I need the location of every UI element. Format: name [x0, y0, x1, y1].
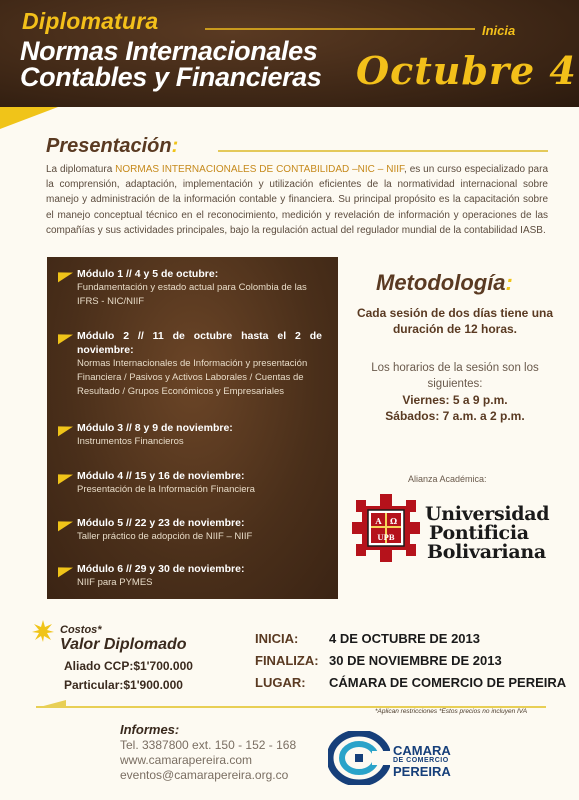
- upb-name: [425, 505, 549, 562]
- module-item: [47, 267, 338, 309]
- dates-block: [255, 628, 566, 694]
- upb-crest-letter-a: A: [375, 516, 382, 526]
- informes-email[interactable]: eventos@camarapereira.org.co: [120, 768, 289, 782]
- modules-box: [47, 257, 338, 599]
- corner-decoration: [0, 107, 58, 129]
- module-heading: Módulo 4 // 15 y 16 de noviembre:: [77, 470, 245, 482]
- module-description: NIIF para PYMES: [77, 577, 153, 588]
- upb-crest-letter-omega: Ω: [389, 516, 398, 526]
- presentacion-text-highlight: NORMAS INTERNACIONALES DE CONTABILIDAD –NIC – NIIF: [115, 164, 405, 175]
- presentacion-text-post: , es un curso especializado para la comprensión, adaptación, implementación y utilización eficientes de la normatividad internacional sobre manejo y administración de la información contable y financiera. Su principal propósito es la capacitación sobre el manejo conceptual técnico en el reconocimiento, medición y revelación de información y operaciones de las compañías y sus actividades principales, bajo la regulación actual del regulador mundial de la contabilidad IASB.: [46, 164, 549, 236]
- metodologia-colon: :: [505, 270, 513, 295]
- informes-phone: Tel. 3387800 ext. 150 - 152 - 168: [120, 738, 297, 752]
- restrictions-note: *Aplican restricciones *Estos precios no incluyen IVA: [375, 708, 528, 715]
- metodologia-duration: Cada sesión de dos días tiene una duración de 12 horas.: [356, 306, 554, 336]
- inicia-label: INICIA:: [255, 631, 299, 646]
- prices: [64, 657, 193, 695]
- ccp-logo-icon: [328, 731, 390, 785]
- schedule-friday: Viernes: 5 a 9 p.m.: [402, 393, 508, 407]
- presentacion-title: [46, 135, 178, 158]
- costos-label: Costos*: [60, 624, 102, 636]
- module-heading: Módulo 6 // 29 y 30 de noviembre:: [77, 563, 245, 575]
- informes-website[interactable]: www.camarapereira.com: [120, 753, 253, 767]
- module-description: Fundamentación y estado actual para Colombia de las IFRS - NIC/NIIF: [77, 282, 307, 307]
- header-title-line2: Contables y Financieras: [20, 62, 322, 92]
- upb-name-line2: Pontificia: [429, 522, 529, 544]
- metodologia-title-text: Metodología: [376, 270, 506, 295]
- module-marker: [58, 268, 73, 283]
- ccp-line1: CAMARA: [393, 743, 451, 758]
- module-item: [47, 469, 338, 497]
- presentacion-title-text: Presentación: [46, 135, 172, 157]
- header-title-line1: Normas Internacionales: [20, 36, 318, 66]
- module-marker: [58, 422, 73, 437]
- lugar-label: LUGAR:: [255, 675, 306, 690]
- presentacion-rule: [218, 150, 548, 152]
- upb-crest-icon: [350, 492, 422, 564]
- ccp-line3: PEREIRA: [393, 764, 451, 779]
- price-aliado: Aliado CCP:$1'700.000: [64, 659, 193, 673]
- lugar-value: CÁMARA DE COMERCIO DE PEREIRA: [329, 675, 567, 690]
- upb-name-line3: Bolivariana: [427, 541, 546, 563]
- module-item: [47, 421, 338, 449]
- presentacion-colon: :: [171, 135, 179, 157]
- module-marker: [58, 470, 73, 485]
- module-description: Instrumentos Financieros: [77, 436, 184, 447]
- upb-crest-letters-upb: UPB: [377, 533, 395, 542]
- module-description: Presentación de la Información Financiera: [77, 484, 255, 495]
- finaliza-label: FINALIZA:: [255, 653, 319, 668]
- header-start-date: Octubre 4: [356, 48, 577, 93]
- ccp-name: [393, 744, 451, 778]
- module-item: [47, 516, 338, 544]
- header-diplomatura: Diplomatura: [22, 8, 159, 34]
- module-item: [47, 562, 338, 590]
- schedule-saturday: Sábados: 7 a.m. a 2 p.m.: [385, 409, 525, 423]
- informes-contact: [120, 738, 296, 783]
- module-marker: [58, 330, 73, 345]
- date-row-inicia: [255, 628, 566, 650]
- module-heading: Módulo 1 // 4 y 5 de octubre:: [77, 268, 219, 280]
- valor-diplomado: Valor Diplomado: [60, 636, 187, 653]
- module-heading: Módulo 5 // 22 y 23 de noviembre:: [77, 517, 245, 529]
- module-marker: [58, 517, 73, 532]
- date-row-lugar: [255, 672, 566, 694]
- module-description: Taller práctico de adopción de NIIF – NIIF: [77, 531, 253, 542]
- module-marker: [58, 563, 73, 578]
- header-inicia: Inicia: [482, 23, 516, 38]
- date-row-finaliza: [255, 650, 566, 672]
- metodologia-schedule: [355, 392, 555, 424]
- metodologia-title: [376, 270, 513, 296]
- header-banner: [0, 0, 579, 107]
- alianza-label: Alianza Académica:: [408, 474, 487, 484]
- module-description: Normas Internacionales de Información y presentación Financiera / Pasivos y Activos Laborales / Cuentas de Resultado / Grupos Económicos y Empresariales: [77, 358, 308, 397]
- module-item: [47, 329, 338, 399]
- module-heading: Módulo 2 // 11 de octubre hasta el 2 de noviembre:: [77, 330, 322, 356]
- header-divider: [205, 28, 475, 30]
- presentacion-text-pre: La diplomatura: [46, 164, 116, 175]
- metodologia-schedule-intro: Los horarios de la sesión son los siguientes:: [371, 362, 539, 390]
- informes-title: Informes:: [120, 722, 180, 737]
- upb-name-line1: Universidad: [425, 503, 550, 525]
- ccp-line2: DE COMERCIO: [393, 757, 449, 764]
- presentacion-text: [46, 162, 548, 238]
- finaliza-value: 30 DE NOVIEMBRE DE 2013: [329, 653, 502, 668]
- inicia-value: 4 DE OCTUBRE DE 2013: [329, 631, 480, 646]
- module-heading: Módulo 3 // 8 y 9 de noviembre:: [77, 422, 233, 434]
- starburst-icon: [32, 620, 54, 642]
- price-particular: Particular:$1'900.000: [64, 678, 183, 692]
